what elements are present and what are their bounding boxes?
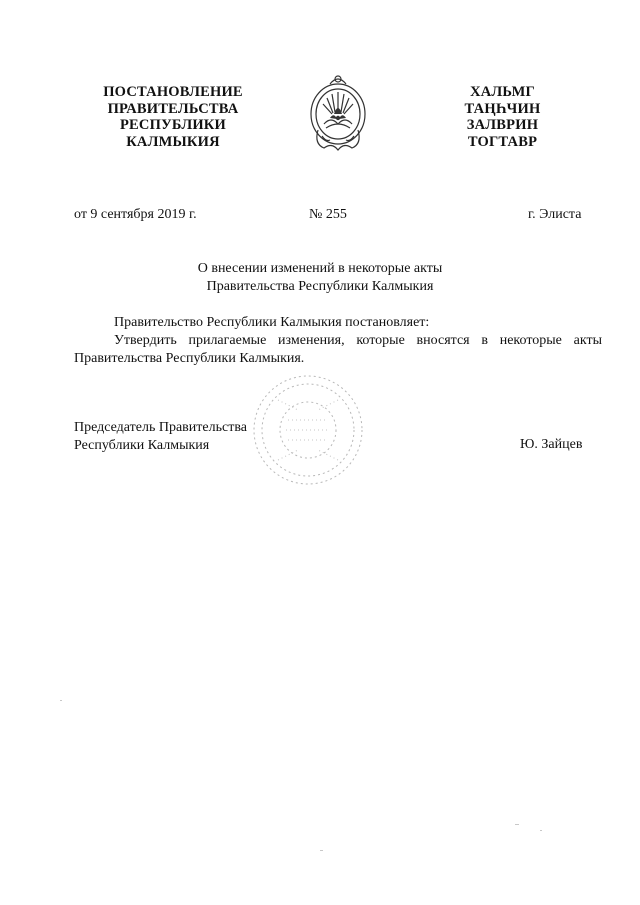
- header-left-line: ПРАВИТЕЛЬСТВА: [107, 100, 239, 117]
- document-subject: [0, 260, 640, 296]
- document-place: г. Элиста: [528, 207, 582, 222]
- signature-title: [74, 419, 247, 455]
- scan-speck: [515, 824, 519, 825]
- subject-line: Правительства Республики Калмыкия: [206, 279, 434, 294]
- signature-name: Ю. Зайцев: [520, 437, 583, 452]
- header-right-title: [440, 84, 565, 150]
- scan-speck: [320, 850, 323, 851]
- header-left-title: [88, 84, 258, 150]
- calmykia-coat-of-arms-icon: [304, 72, 372, 156]
- scan-speck: [540, 830, 542, 831]
- header-right-line: ЗАЛВРИН: [466, 117, 539, 133]
- scan-speck: [60, 700, 62, 701]
- faded-round-seal-icon: [248, 370, 368, 490]
- document-number: № 255: [309, 207, 347, 222]
- header-left-line: РЕСПУБЛИКИ: [119, 117, 227, 133]
- document-date: от 9 сентября 2019 г.: [74, 207, 197, 222]
- document-body: [74, 314, 602, 368]
- header-right-line: ТОГТАВР: [467, 133, 538, 150]
- header-left-line: КАЛМЫКИЯ: [126, 133, 220, 150]
- header-left-line: ПОСТАНОВЛЕНИЕ: [103, 84, 243, 100]
- body-paragraph-1: Правительство Республики Калмыкия постановляет:: [114, 315, 430, 330]
- signature-title-line: Председатель Правительства: [74, 420, 247, 435]
- body-paragraph-2: Утвердить прилагаемые изменения, которые вносятся в некоторые акты Правительства Республики Калмыкия.: [74, 333, 602, 366]
- subject-line: О внесении изменений в некоторые акты: [197, 261, 443, 276]
- signature-title-line: Республики Калмыкия: [74, 438, 210, 453]
- header-right-line: ХАЛЬМГ: [470, 84, 535, 100]
- header-right-line: ТАҢҺЧИН: [464, 100, 541, 117]
